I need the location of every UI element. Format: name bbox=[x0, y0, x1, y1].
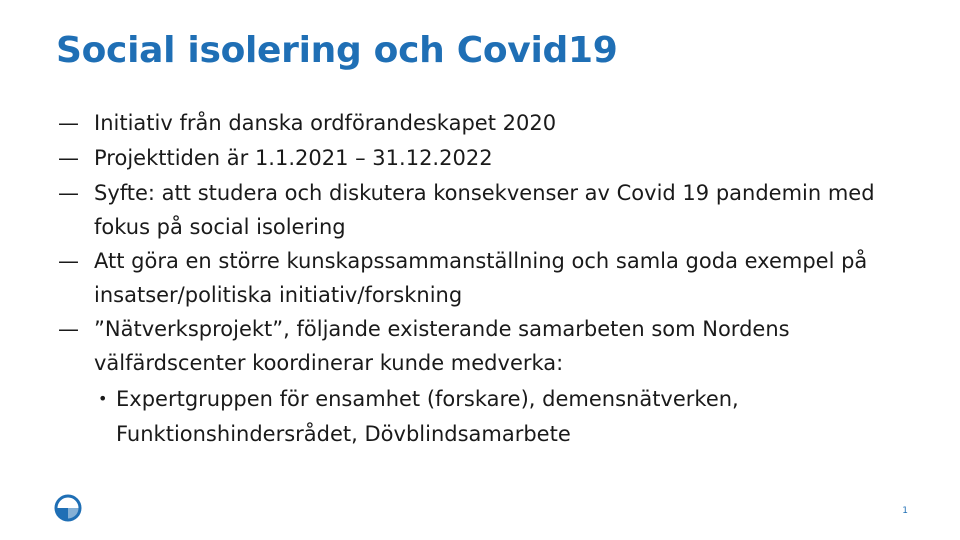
sub-bullet-text: Expertgruppen för ensamhet (forskare), demensnätverken, Funktionshindersrådet, Dövblindsamarbete bbox=[116, 387, 739, 446]
bullet-item bbox=[58, 141, 928, 176]
sub-bullet-dot: • bbox=[98, 389, 108, 408]
nordic-welfare-logo-icon bbox=[52, 492, 84, 524]
bullet-list bbox=[58, 106, 928, 452]
bullet-dash: — bbox=[58, 317, 79, 341]
bullet-dash: — bbox=[58, 181, 79, 205]
bullet-dash: — bbox=[58, 111, 79, 135]
bullet-text: Syfte: att studera och diskutera konsekvenser av Covid 19 pandemin med fokus på social isolering bbox=[94, 181, 875, 239]
bullet-dash: — bbox=[58, 146, 79, 170]
bullet-item bbox=[58, 176, 928, 244]
bullet-text: Projekttiden är 1.1.2021 – 31.12.2022 bbox=[94, 146, 493, 170]
bullet-dash: — bbox=[58, 249, 79, 273]
page-number: 1 bbox=[902, 506, 908, 516]
bullet-text: Att göra en större kunskapssammanställning och samla goda exempel på insatser/politiska initiativ/forskning bbox=[94, 249, 868, 307]
bullet-item bbox=[58, 106, 928, 141]
sub-bullet-item bbox=[98, 382, 928, 452]
bullet-text: Initiativ från danska ordförandeskapet 2020 bbox=[94, 111, 557, 135]
bullet-item bbox=[58, 312, 928, 380]
slide-title: Social isolering och Covid19 bbox=[56, 30, 618, 71]
bullet-text: ”Nätverksprojekt”, följande existerande samarbeten som Nordens välfärdscenter koordinerar kunde medverka: bbox=[94, 317, 790, 375]
bullet-item bbox=[58, 244, 928, 312]
